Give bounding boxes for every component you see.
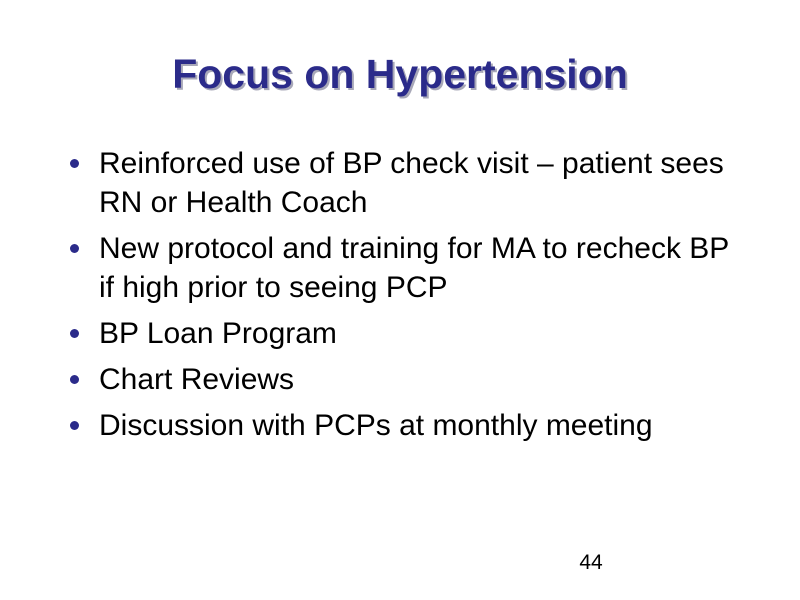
slide-title: Focus on Hypertension bbox=[172, 51, 628, 97]
bullet-text: New protocol and training for MA to recheck BP if high prior to seeing PCP bbox=[99, 232, 729, 304]
page-number: 44 bbox=[579, 551, 603, 574]
bullet-dot-icon bbox=[70, 329, 79, 338]
bullet-item-bp-loan-program bbox=[68, 314, 748, 353]
bullet-dot-icon bbox=[70, 159, 79, 168]
bullet-list bbox=[68, 144, 748, 452]
bullet-text: Chart Reviews bbox=[99, 363, 295, 396]
bullet-dot-icon bbox=[70, 244, 79, 253]
bullet-item-pcp-discussion bbox=[68, 406, 748, 445]
bullet-item-bp-check-visit bbox=[68, 144, 748, 222]
bullet-text: BP Loan Program bbox=[99, 317, 337, 350]
bullet-item-chart-reviews bbox=[68, 360, 748, 399]
bullet-text: Reinforced use of BP check visit – patient sees RN or Health Coach bbox=[99, 147, 724, 219]
bullet-item-ma-protocol bbox=[68, 229, 748, 307]
bullet-dot-icon bbox=[70, 375, 79, 384]
bullet-dot-icon bbox=[70, 421, 79, 430]
bullet-text: Discussion with PCPs at monthly meeting bbox=[99, 409, 653, 442]
